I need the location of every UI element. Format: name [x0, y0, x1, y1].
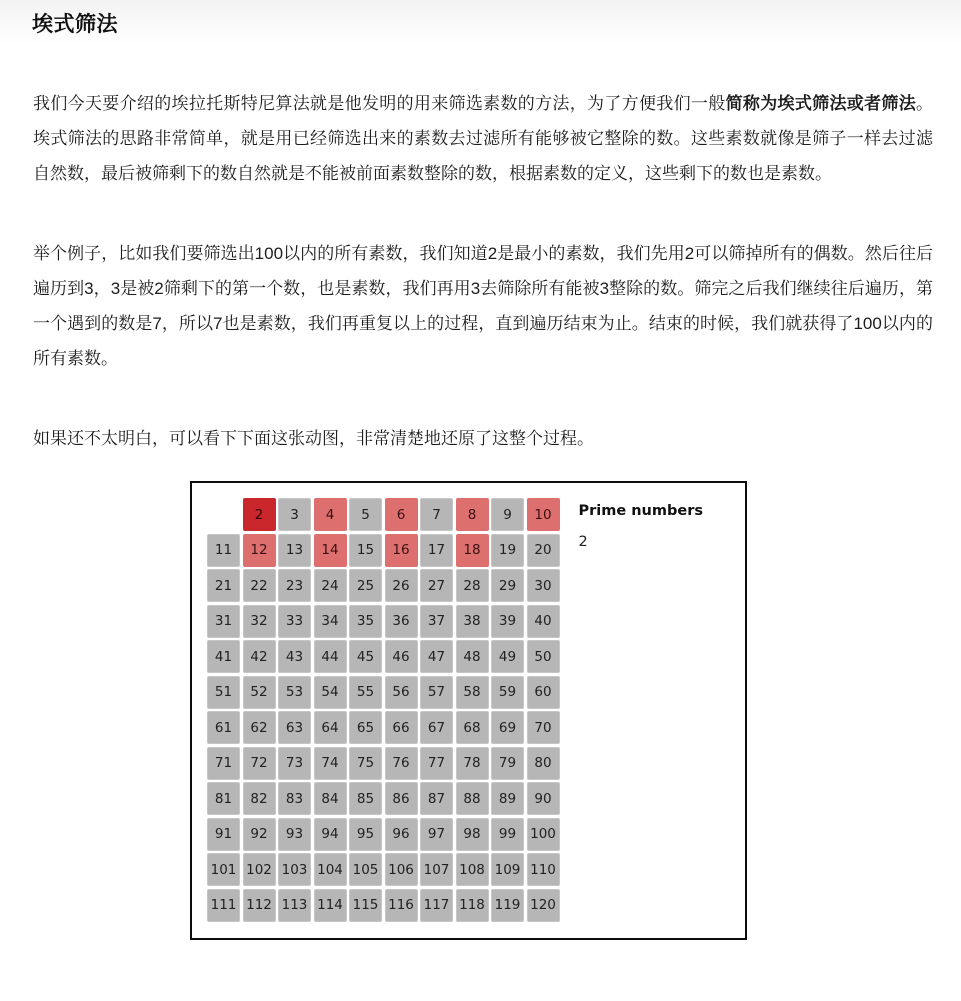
grid-cell-45: 45 — [349, 640, 382, 673]
paragraph-gif-note: 如果还不太明白，可以看下下面这张动图，非常清楚地还原了这整个过程。 — [33, 429, 594, 448]
grid-cell-56: 56 — [385, 676, 418, 709]
grid-cell-49: 49 — [491, 640, 524, 673]
grid-cell-91: 91 — [207, 818, 240, 851]
grid-cell-23: 23 — [278, 569, 311, 602]
grid-cell-42: 42 — [243, 640, 276, 673]
grid-cell-62: 62 — [243, 711, 276, 744]
grid-cell-25: 25 — [349, 569, 382, 602]
grid-cell-37: 37 — [420, 605, 453, 638]
grid-cell-102: 102 — [243, 853, 276, 886]
grid-cell-90: 90 — [527, 782, 560, 815]
grid-cell-99: 99 — [491, 818, 524, 851]
grid-cell-19: 19 — [491, 534, 524, 567]
grid-cell-87: 87 — [420, 782, 453, 815]
grid-cell-4: 4 — [314, 498, 347, 531]
grid-cell-52: 52 — [243, 676, 276, 709]
grid-cell-29: 29 — [491, 569, 524, 602]
grid-cell-11: 11 — [207, 534, 240, 567]
grid-cell-79: 79 — [491, 747, 524, 780]
grid-cell-40: 40 — [527, 605, 560, 638]
intro-text-bold: 简称为埃式筛法或者筛法 — [725, 94, 917, 113]
grid-cell-54: 54 — [314, 676, 347, 709]
grid-cell-53: 53 — [278, 676, 311, 709]
grid-cell-73: 73 — [278, 747, 311, 780]
grid-cell-17: 17 — [420, 534, 453, 567]
grid-cell-blank — [207, 498, 240, 531]
grid-cell-8: 8 — [456, 498, 489, 531]
grid-cell-64: 64 — [314, 711, 347, 744]
grid-cell-72: 72 — [243, 747, 276, 780]
grid-cell-89: 89 — [491, 782, 524, 815]
grid-cell-83: 83 — [278, 782, 311, 815]
grid-cell-108: 108 — [456, 853, 489, 886]
grid-cell-22: 22 — [243, 569, 276, 602]
grid-cell-76: 76 — [385, 747, 418, 780]
grid-cell-109: 109 — [491, 853, 524, 886]
grid-cell-113: 113 — [278, 889, 311, 922]
grid-cell-94: 94 — [314, 818, 347, 851]
grid-cell-92: 92 — [243, 818, 276, 851]
legend-title: Prime numbers — [578, 503, 703, 519]
paragraph-example: 举个例子，比如我们要筛选出100以内的所有素数，我们知道2是最小的素数，我们先用2可以筛掉所有的偶数。然后往后遍历到3，3是被2筛剩下的第一个数，也是素数，我们再用3去筛除所有能被3整除的数。筛完之后我们继续往后遍历，第一个遇到的数是7，所以7也是素数，我们再重复以上的过程，直到遍历结束为止。结束的时候，我们就获得了100以内的所有素数。 — [33, 244, 933, 368]
grid-cell-21: 21 — [207, 569, 240, 602]
page-header — [0, 0, 961, 46]
grid-cell-51: 51 — [207, 676, 240, 709]
intro-text-end: 。埃式筛法的思路非常简单，就是用已经筛选出来的素数去过滤所有能够被它整除的数。这些素数就像是筛子一样去过滤自然数，最后被筛剩下的数自然就是不能被前面素数整除的数，根据素数的定义，这些剩下的数也是素数。 — [33, 94, 934, 183]
grid-cell-47: 47 — [420, 640, 453, 673]
grid-cell-3: 3 — [278, 498, 311, 531]
grid-cell-68: 68 — [456, 711, 489, 744]
grid-cell-107: 107 — [420, 853, 453, 886]
grid-cell-81: 81 — [207, 782, 240, 815]
grid-cell-82: 82 — [243, 782, 276, 815]
grid-cell-20: 20 — [527, 534, 560, 567]
grid-cell-10: 10 — [527, 498, 560, 531]
grid-cell-33: 33 — [278, 605, 311, 638]
sieve-animation-image — [190, 481, 747, 940]
grid-cell-74: 74 — [314, 747, 347, 780]
grid-cell-55: 55 — [349, 676, 382, 709]
grid-cell-36: 36 — [385, 605, 418, 638]
grid-cell-30: 30 — [527, 569, 560, 602]
grid-cell-88: 88 — [456, 782, 489, 815]
grid-cell-77: 77 — [420, 747, 453, 780]
grid-cell-44: 44 — [314, 640, 347, 673]
grid-cell-63: 63 — [278, 711, 311, 744]
grid-cell-112: 112 — [243, 889, 276, 922]
grid-cell-115: 115 — [349, 889, 382, 922]
grid-cell-35: 35 — [349, 605, 382, 638]
prime-legend — [579, 498, 746, 938]
grid-cell-84: 84 — [314, 782, 347, 815]
grid-cell-110: 110 — [527, 853, 560, 886]
grid-cell-2: 2 — [243, 498, 276, 531]
grid-cell-14: 14 — [314, 534, 347, 567]
grid-cell-80: 80 — [527, 747, 560, 780]
grid-cell-39: 39 — [491, 605, 524, 638]
grid-cell-61: 61 — [207, 711, 240, 744]
grid-cell-111: 111 — [207, 889, 240, 922]
grid-cell-101: 101 — [207, 853, 240, 886]
grid-cell-9: 9 — [491, 498, 524, 531]
primes-found-list — [579, 532, 746, 552]
grid-cell-117: 117 — [420, 889, 453, 922]
number-grid — [207, 498, 560, 938]
article-body — [0, 46, 961, 940]
grid-cell-43: 43 — [278, 640, 311, 673]
grid-cell-16: 16 — [385, 534, 418, 567]
grid-cell-98: 98 — [456, 818, 489, 851]
grid-cell-97: 97 — [420, 818, 453, 851]
intro-text-start: 我们今天要介绍的埃拉托斯特尼算法就是他发明的用来筛选素数的方法，为了方便我们一般 — [33, 94, 726, 113]
grid-cell-57: 57 — [420, 676, 453, 709]
grid-cell-6: 6 — [385, 498, 418, 531]
grid-cell-24: 24 — [314, 569, 347, 602]
grid-cell-75: 75 — [349, 747, 382, 780]
grid-cell-114: 114 — [314, 889, 347, 922]
grid-cell-86: 86 — [385, 782, 418, 815]
grid-cell-85: 85 — [349, 782, 382, 815]
grid-cell-7: 7 — [420, 498, 453, 531]
grid-cell-13: 13 — [278, 534, 311, 567]
grid-cell-78: 78 — [456, 747, 489, 780]
grid-cell-69: 69 — [491, 711, 524, 744]
paragraph-intro — [33, 86, 933, 191]
grid-cell-5: 5 — [349, 498, 382, 531]
grid-cell-96: 96 — [385, 818, 418, 851]
grid-cell-27: 27 — [420, 569, 453, 602]
grid-cell-34: 34 — [314, 605, 347, 638]
grid-cell-104: 104 — [314, 853, 347, 886]
grid-cell-65: 65 — [349, 711, 382, 744]
grid-cell-60: 60 — [527, 676, 560, 709]
grid-cell-18: 18 — [456, 534, 489, 567]
page-title: 埃式筛法 — [32, 13, 118, 36]
grid-cell-50: 50 — [527, 640, 560, 673]
grid-cell-59: 59 — [491, 676, 524, 709]
grid-cell-103: 103 — [278, 853, 311, 886]
grid-cell-95: 95 — [349, 818, 382, 851]
grid-cell-100: 100 — [527, 818, 560, 851]
grid-cell-67: 67 — [420, 711, 453, 744]
grid-cell-118: 118 — [456, 889, 489, 922]
grid-cell-71: 71 — [207, 747, 240, 780]
grid-cell-38: 38 — [456, 605, 489, 638]
grid-cell-41: 41 — [207, 640, 240, 673]
grid-cell-26: 26 — [385, 569, 418, 602]
grid-cell-46: 46 — [385, 640, 418, 673]
grid-cell-119: 119 — [491, 889, 524, 922]
grid-cell-58: 58 — [456, 676, 489, 709]
grid-cell-32: 32 — [243, 605, 276, 638]
grid-cell-105: 105 — [349, 853, 382, 886]
grid-cell-66: 66 — [385, 711, 418, 744]
grid-cell-116: 116 — [385, 889, 418, 922]
grid-cell-48: 48 — [456, 640, 489, 673]
prime-found-item: 2 — [578, 534, 588, 550]
grid-cell-12: 12 — [243, 534, 276, 567]
grid-cell-28: 28 — [456, 569, 489, 602]
grid-cell-31: 31 — [207, 605, 240, 638]
grid-cell-15: 15 — [349, 534, 382, 567]
grid-cell-70: 70 — [527, 711, 560, 744]
grid-cell-120: 120 — [527, 889, 560, 922]
grid-cell-106: 106 — [385, 853, 418, 886]
grid-cell-93: 93 — [278, 818, 311, 851]
